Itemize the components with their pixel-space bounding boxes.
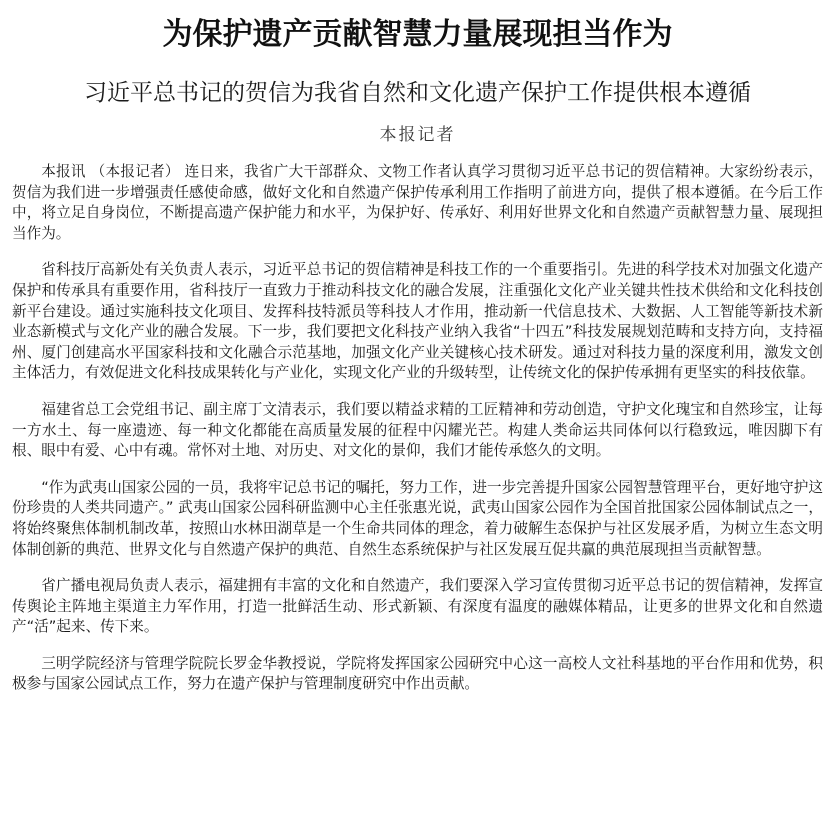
paragraph: 省广播电视局负责人表示，福建拥有丰富的文化和自然遗产，我们要深入学习宣传贯彻习近平总书记的贺信精神，发挥宣传舆论主阵地主渠道主力军作用，打造一批鲜活生动、形式新颖、有深度有温度的融媒体精品，让更多的世界文化和自然遗产“活”起来、传下来。 <box>12 577 823 636</box>
paragraph: 省科技厅高新处有关负责人表示，习近平总书记的贺信精神是科技工作的一个重要指引。先进的科学技术对加强文化遗产保护和传承具有重要作用，省科技厅一直致力于推动科技文化的融合发展，注重强化文化产业关键共性技术供给和文化科技创新平台建设。通过实施科技文化项目、发挥科技特派员等科技人才作用，推动新一代信息技术、大数据、人工智能等新技术新业态新模式与文化产业的融合发展。下一步，我们要把文化科技产业纳入我省“十四五”科技发展规划范畴和支持方向，支持福州、厦门创建高水平国家科技和文化融合示范基地，加强文化产业关键核心技术研发。通过对科技力量的深度利用，激发文创主体活力，有效促进文化科技成果转化与产业化，实现文化产业的升级转型，让传统文化的保护传承拥有更坚实的科技依靠。 <box>12 261 823 382</box>
paragraph: 三明学院经济与管理学院院长罗金华教授说，学院将发挥国家公园研究中心这一高校人文社科基地的平台作用和优势，积极参与国家公园试点工作，努力在遗产保护与管理制度研究中作出贡献。 <box>12 654 823 693</box>
byline: 本报记者 <box>379 125 456 145</box>
subheadline: 习近平总书记的贺信为我省自然和文化遗产保护工作提供根本遵循 <box>84 80 751 106</box>
paragraph: 本报讯 （本报记者） 连日来，我省广大干部群众、文物工作者认真学习贯彻习近平总书记的贺信精神。大家纷纷表示，贺信为我们进一步增强责任感使命感，做好文化和自然遗产保护传承利用工作指明了前进方向，提供了根本遵循。在今后工作中，将立足自身岗位，不断提高遗产保护能力和水平，为保护好、传承好、利用好世界文化和自然遗产贡献智慧力量、展现担当作为。 <box>12 163 823 242</box>
paragraph: 福建省总工会党组书记、副主席丁文清表示，我们要以精益求精的工匠精神和劳动创造，守护文化瑰宝和自然珍宝，让每一方水土、每一座遗迹、每一种文化都能在高质量发展的征程中闪耀光芒。构建人类命运共同体何以行稳致远，唯因脚下有根、眼中有爱、心中有魂。常怀对土地、对历史、对文化的景仰，我们才能传承悠久的文明。 <box>12 400 823 460</box>
paragraph: “作为武夷山国家公园的一员，我将牢记总书记的嘱托，努力工作，进一步完善提升国家公园智慧管理平台，更好地守护这份珍贵的人类共同遗产。” 武夷山国家公园科研监测中心主任张惠光说，武夷山国家公园作为全国首批国家公园体制试点之一，将始终聚焦体制机制改革，按照山水林田湖草是一个生命共同体的理念，着力破解生态保护与社区发展矛盾，为树立生态文明体制创新的典范、世界文化与自然遗产保护的典范、自然生态系统保护与社区发展互促共赢的典范展现担当贡献智慧。 <box>12 478 823 558</box>
article-body <box>12 162 823 695</box>
headline: 为保护遗产贡献智慧力量展现担当作为 <box>162 17 673 52</box>
